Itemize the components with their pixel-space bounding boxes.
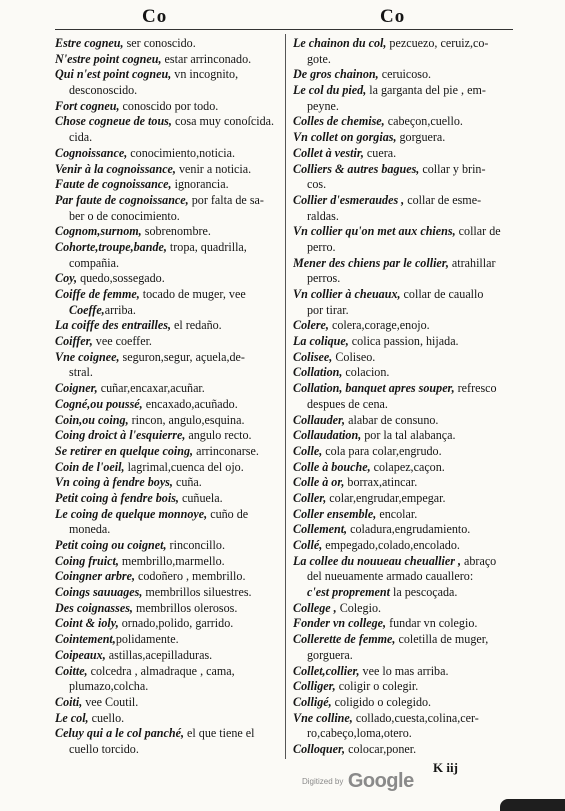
headword: Collaudation, (293, 428, 362, 443)
entry-line (55, 460, 285, 476)
headword: Coings sauuages, (55, 585, 143, 600)
translation: colacion. (342, 365, 390, 380)
translation: cuño de (207, 506, 249, 521)
translation: colar,engrudar,empegar. (326, 490, 446, 505)
entry-line (293, 83, 515, 99)
headword: Colles de chemise, (293, 114, 385, 129)
translation: collar de cauallo (400, 287, 484, 301)
translation: vee Coutil. (82, 694, 139, 709)
entry-line (293, 444, 515, 460)
entry-line (293, 616, 515, 632)
translation: ignorancia. (171, 177, 229, 192)
translation: cabeçon,cuello. (384, 114, 463, 129)
entry-line (55, 271, 285, 287)
translation: alabar de consuno. (345, 412, 439, 427)
entry-line (55, 114, 285, 130)
headword: Collier d'esmeraudes , (293, 192, 405, 207)
translation: la pescoçada. (389, 585, 458, 600)
entry-line (293, 271, 515, 287)
entry-line (55, 475, 285, 491)
entry-line (55, 601, 285, 617)
signature-mark: K iij (433, 760, 458, 775)
entry-line (293, 475, 515, 491)
headword: Faute de cognoissance, (55, 177, 172, 192)
entry-line (293, 679, 515, 695)
translation: cuña. (172, 475, 202, 490)
headword: Coeffe, (69, 302, 105, 317)
entry-line (55, 193, 285, 209)
entry-line (293, 460, 515, 476)
translation: collar de (455, 224, 501, 239)
entry-line (55, 130, 285, 146)
entry-line (293, 695, 515, 711)
translation: raldas. (307, 208, 339, 223)
translation: peyne. (307, 98, 339, 113)
headword: Collet à vestir, (293, 145, 364, 160)
entry-line (55, 585, 285, 601)
entry-line (55, 177, 285, 193)
headword: Colle à bouche, (293, 459, 371, 474)
translation: perros. (307, 271, 341, 286)
translation: refresco (454, 381, 497, 396)
translation: Coliseo. (332, 349, 376, 364)
left-running-head: Co (142, 6, 168, 27)
translation: coligir o colegir. (335, 679, 419, 694)
entry-line (55, 36, 285, 52)
entry-line (55, 711, 285, 727)
translation: la garganta del pie , em- (366, 83, 486, 98)
translation: venir a noticia. (175, 161, 252, 176)
entry-line (293, 664, 515, 680)
entry-line (293, 193, 515, 209)
entry-line (55, 664, 285, 680)
entry-line (293, 428, 515, 444)
headword: College , (293, 600, 337, 615)
headword: Fort cogneu, (55, 98, 120, 113)
headword: Coitte, (55, 663, 88, 678)
translation: desconoscido. (69, 83, 138, 98)
translation: arrinconarse. (193, 443, 259, 458)
entry-line (55, 146, 285, 162)
headword: Se retirer en quelque coing, (55, 443, 194, 458)
translation: cuello torcido. (69, 741, 139, 756)
entry-line (55, 742, 285, 758)
entry-line (55, 209, 285, 225)
entry-line (293, 397, 515, 413)
headword: Des coignasses, (55, 600, 133, 615)
headword: Celuy qui a le col panché, (55, 726, 184, 741)
entry-line (293, 67, 515, 83)
entry-line (293, 569, 515, 585)
translation: collar de esme- (404, 192, 482, 207)
entry-line (55, 350, 285, 366)
translation: despues de cena. (307, 396, 388, 411)
headword: Cognoissance, (55, 145, 128, 160)
entry-line (293, 318, 515, 334)
translation: colcedra , almadraque , cama, (87, 663, 235, 678)
headword: Coipeaux, (55, 647, 106, 662)
translation: cuello. (88, 710, 125, 725)
translation: plumazo,colcha. (69, 679, 149, 694)
headword: Colligé, (293, 694, 332, 709)
translation: el que tiene el (184, 726, 255, 741)
translation: tocado de muger, vee (139, 287, 246, 301)
headword: Collet,collier, (293, 663, 360, 678)
translation: cuera. (363, 145, 397, 160)
headword: Mener des chiens par le collier, (293, 255, 449, 270)
entry-line (293, 209, 515, 225)
headword: Coy, (55, 271, 78, 286)
headword: La coiffe des entrailles, (55, 318, 171, 333)
translation: collado,cuesta,colina,cer- (352, 710, 479, 725)
translation: angulo recto. (185, 428, 252, 443)
entry-line (293, 365, 515, 381)
right-running-head: Co (380, 6, 406, 27)
translation: encolar. (376, 506, 418, 521)
entry-line (293, 554, 515, 570)
headword: Vn coing à fendre boys, (55, 475, 173, 490)
translation: el redaño. (171, 318, 222, 333)
translation: estar arrinconado. (161, 51, 252, 66)
headword: Cogné,ou poussé, (55, 396, 143, 411)
entry-line (293, 224, 515, 240)
translation: ro,cabeço,loma,otero. (307, 726, 412, 741)
left-column (55, 36, 285, 758)
translation: abraço (460, 553, 497, 568)
headword: Collerette de femme, (293, 632, 396, 647)
entry-line (55, 287, 285, 303)
entry-line (293, 303, 515, 319)
entry-line (55, 428, 285, 444)
entry-line (293, 287, 515, 303)
headword: Fonder vn college, (293, 616, 387, 631)
headword: Collauder, (293, 412, 346, 427)
entry-line (293, 491, 515, 507)
headword: Coiffer, (55, 334, 93, 349)
entry-line (55, 569, 285, 585)
entry-line (55, 554, 285, 570)
headword: Coiffe de femme, (55, 287, 140, 301)
headword: Venir à la cognoissance, (55, 161, 176, 176)
translation: pezcuezo, ceruiz,co- (386, 36, 489, 50)
translation: quedo,sossegado. (77, 271, 165, 286)
entry-line (55, 695, 285, 711)
translation: seguron,segur, açuela,de- (119, 349, 245, 364)
headword: Coiti, (55, 694, 83, 709)
translation: ber o de conocimiento. (69, 208, 180, 223)
entry-line (55, 726, 285, 742)
entry-line (55, 444, 285, 460)
entry-line (293, 334, 515, 350)
headword: Coing droict à l'esquierre, (55, 428, 186, 443)
headword: Collation, banquet apres souper, (293, 381, 455, 396)
entry-line (55, 397, 285, 413)
translation: membrillo,marmello. (118, 553, 225, 568)
translation: sobrenombre. (141, 224, 211, 239)
translation: ornado,polido, garrido. (118, 616, 234, 631)
translation: empegado,colado,encolado. (322, 538, 460, 552)
translation: gote. (307, 51, 331, 66)
entry-line (55, 538, 285, 554)
headword: De gros chainon, (293, 67, 379, 82)
headword: Petit coing ou coignet, (55, 538, 167, 552)
translation: conoscido por todo. (119, 98, 219, 113)
headword: Estre cogneu, (55, 36, 124, 50)
translation: cosa muy conoſcida. (171, 114, 275, 129)
entry-line (293, 507, 515, 523)
translation: cuñar,encaxar,acuñar. (97, 381, 205, 396)
entry-line (55, 679, 285, 695)
headword: Le coing de quelque monnoye, (55, 506, 208, 521)
entry-line (55, 52, 285, 68)
headword: Colliers & autres bagues, (293, 161, 420, 176)
entry-line (293, 601, 515, 617)
translation: coletilla de muger, (395, 632, 489, 647)
headword: Colle, (293, 443, 323, 458)
entry-line (293, 52, 515, 68)
headword: Colliger, (293, 679, 336, 694)
header-rule (55, 29, 513, 30)
headword: Le col, (55, 710, 89, 725)
headword: Cohorte,troupe,bande, (55, 239, 167, 254)
entry-line (293, 632, 515, 648)
digitized-watermark (302, 770, 414, 793)
translation: fundar vn colegio. (386, 616, 478, 631)
headword: Colloquer, (293, 741, 346, 756)
translation: arriba. (104, 302, 136, 317)
entry-line (55, 648, 285, 664)
entry-line (293, 538, 515, 554)
translation: vee coeffer. (92, 334, 152, 349)
translation: membrillos siluestres. (142, 585, 252, 600)
entry-line (55, 318, 285, 334)
translation: vn incognito, (171, 67, 239, 82)
entry-line (55, 162, 285, 178)
headword: c'est proprement (307, 585, 390, 600)
entry-line (55, 413, 285, 429)
translation: vee lo mas arriba. (359, 663, 449, 678)
entry-line (55, 507, 285, 523)
headword: Le chainon du col, (293, 36, 387, 50)
headword: Coin de l'oeil, (55, 459, 125, 474)
entry-line (293, 99, 515, 115)
translation: cos. (307, 177, 327, 192)
entry-line (293, 726, 515, 742)
headword: Vn collier à cheuaux, (293, 287, 401, 301)
headword: Coing fruict, (55, 553, 119, 568)
headword: Vn collet on gorgias, (293, 130, 397, 145)
translation: perro. (307, 239, 336, 254)
headword: Petit coing à fendre bois, (55, 490, 179, 505)
entry-line (55, 522, 285, 538)
headword: Colisee, (293, 349, 333, 364)
translation: membrillos olerosos. (132, 600, 238, 615)
entry-line (293, 522, 515, 538)
translation: coligido o colegido. (331, 694, 432, 709)
entry-line (293, 742, 515, 758)
translation: coladura,engrudamiento. (347, 522, 471, 537)
headword: N'estre point cogneu, (55, 51, 162, 66)
headword: Qui n'est point cogneu, (55, 67, 172, 82)
translation: cida. (69, 130, 93, 145)
headword: Vne colline, (293, 710, 353, 725)
headword: Chose cogneue de tous, (55, 114, 172, 129)
entry-line (55, 365, 285, 381)
translation: gorguera. (307, 647, 353, 662)
entry-line (293, 585, 515, 601)
entry-line (293, 240, 515, 256)
translation: colocar,poner. (345, 741, 417, 756)
headword: Coint & ioly, (55, 616, 119, 631)
translation: del nueuamente armado cauallero: (307, 569, 474, 584)
translation: por la tal alabança. (361, 428, 456, 443)
entry-line (293, 177, 515, 193)
translation: collar y brin- (419, 161, 486, 176)
google-logo: Google (347, 770, 414, 792)
translation: encaxado,acuñado. (142, 396, 238, 411)
entry-line (293, 711, 515, 727)
entry-line (55, 256, 285, 272)
headword: Vne coignee, (55, 349, 120, 364)
entry-line (55, 83, 285, 99)
headword: Cointement, (55, 632, 116, 647)
headword: Coigner, (55, 381, 98, 396)
entry-line (293, 130, 515, 146)
headword: Coingner arbre, (55, 569, 135, 584)
headword: Par faute de cognoissance, (55, 192, 189, 207)
watermark-prefix: Digitized by (302, 777, 344, 786)
translation: gorguera. (396, 130, 446, 145)
translation: ser conoscido. (123, 36, 196, 50)
translation: Colegio. (336, 600, 382, 615)
entry-line (293, 648, 515, 664)
translation: colapez,caçon. (370, 459, 445, 474)
headword: La colique, (293, 334, 349, 349)
entry-line (293, 413, 515, 429)
scan-edge (500, 799, 565, 811)
entry-line (55, 334, 285, 350)
headword: La collee du nouueau cheuallier , (293, 553, 461, 568)
headword: Coller ensemble, (293, 506, 377, 521)
entry-line (55, 67, 285, 83)
headword: Collement, (293, 522, 348, 537)
translation: stral. (69, 365, 93, 380)
headword: Colle à or, (293, 475, 345, 490)
translation: astillas,acepilladuras. (105, 647, 213, 662)
translation: borrax,atincar. (344, 475, 418, 490)
translation: tropa, quadrilla, (166, 239, 247, 254)
entry-line (55, 491, 285, 507)
translation: compañia. (69, 255, 120, 270)
translation: ceruicoso. (378, 67, 432, 82)
headword: Le col du pied, (293, 83, 367, 98)
translation: polidamente. (115, 632, 179, 647)
entry-line (55, 381, 285, 397)
translation: atrahillar (448, 255, 496, 270)
entry-line (55, 303, 285, 319)
entry-line (55, 240, 285, 256)
translation: lagrimal,cuenca del ojo. (124, 459, 244, 474)
translation: rincon, angulo,esquina. (128, 412, 245, 427)
translation: cola para colar,engrudo. (322, 443, 442, 458)
headword: Vn collier qu'on met aux chiens, (293, 224, 456, 239)
translation: cuñuela. (178, 490, 223, 505)
headword: Coin,ou coing, (55, 412, 129, 427)
entry-line (293, 114, 515, 130)
entry-line (293, 350, 515, 366)
entry-line (55, 224, 285, 240)
entry-line (293, 256, 515, 272)
translation: por falta de sa- (188, 192, 264, 207)
headword: Coller, (293, 490, 327, 505)
entry-line (293, 162, 515, 178)
translation: colica passion, hijada. (348, 334, 459, 349)
translation: codoñero , membrillo. (134, 569, 246, 584)
headword: Collé, (293, 538, 323, 552)
headword: Collation, (293, 365, 343, 380)
translation: rinconcillo. (166, 538, 225, 552)
entry-line (293, 381, 515, 397)
entry-line (55, 616, 285, 632)
entry-line (293, 146, 515, 162)
right-column (293, 36, 515, 758)
translation: colera,corage,enojo. (328, 318, 430, 333)
entry-line (55, 99, 285, 115)
translation: conocimiento,noticia. (127, 145, 236, 160)
translation: por tirar. (307, 302, 349, 317)
headword: Colere, (293, 318, 329, 333)
translation: moneda. (69, 522, 111, 537)
headword: Cognom,surnom, (55, 224, 142, 239)
column-divider (285, 34, 286, 759)
entry-line (55, 632, 285, 648)
entry-line (293, 36, 515, 52)
